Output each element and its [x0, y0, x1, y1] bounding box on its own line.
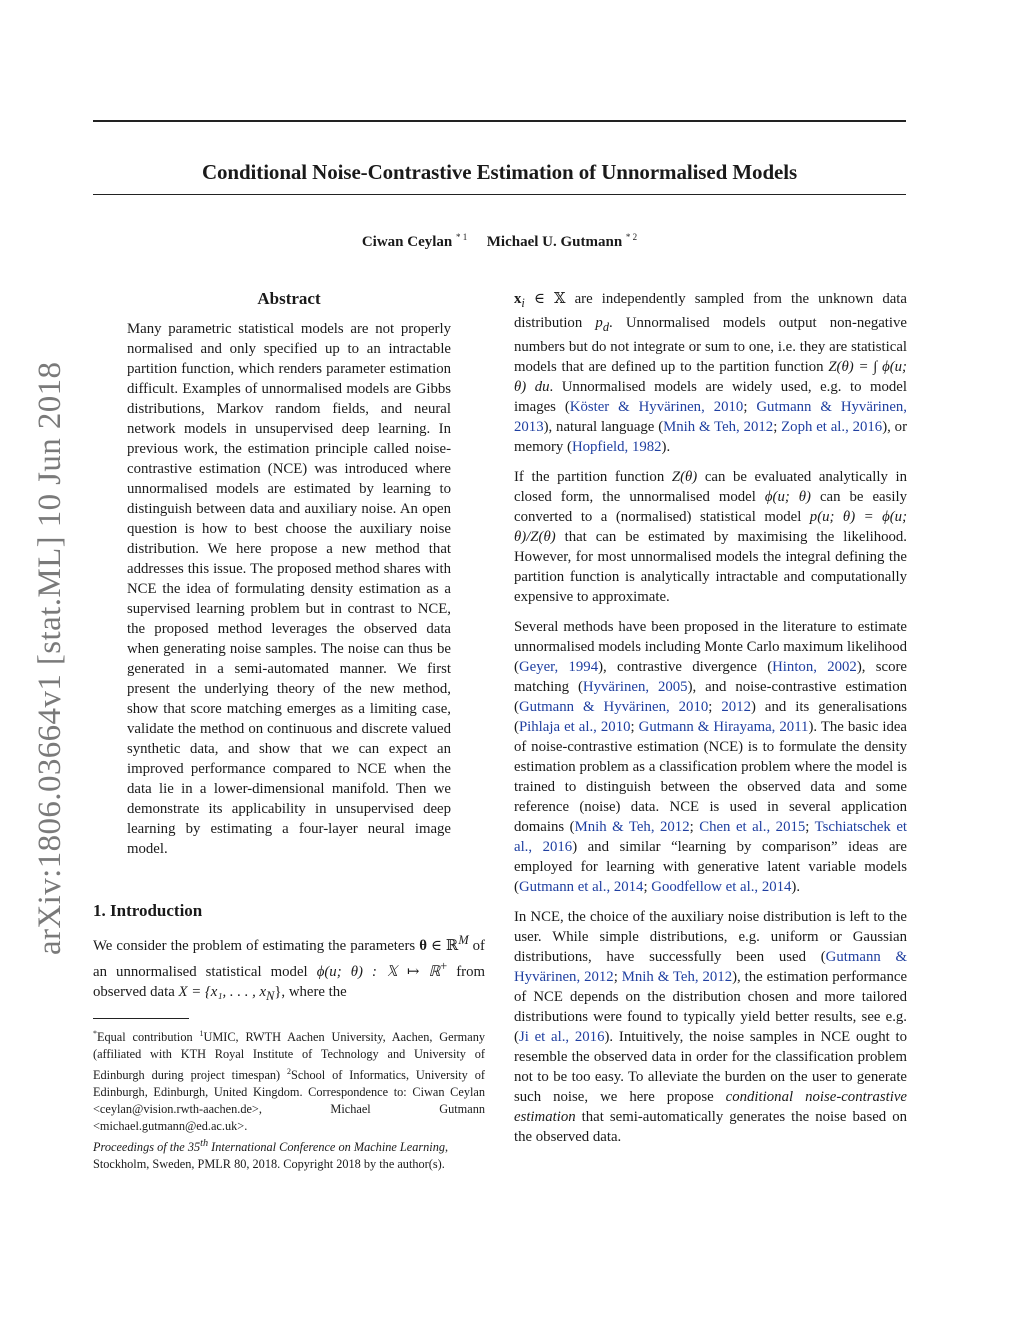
- intro-paragraph: We consider the problem of estimating the parameters θ ∈ ℝ$^M$ of an unnormalised statistical model ϕ(u; θ) : 𝕏 ↦ ℝ+ from observed data X = {x₁, . . . , $x_N$}, where the: [93, 933, 485, 1003]
- citation-link[interactable]: Gutmann & Hirayama, 2011: [638, 718, 809, 735]
- proceedings-note: Proceedings of the 35th International Conference on Machine Learning, Stockholm, Sweden, PMLR 80, 2018. Copyright 2018 by the author(s).: [93, 1137, 449, 1172]
- citation-link[interactable]: Köster & Hyvärinen, 2010: [569, 398, 744, 415]
- arxiv-stamp: arXiv:1806.03664v1 [stat.ML] 10 Jun 2018: [32, 361, 68, 955]
- author-list: [93, 232, 906, 251]
- citation-link[interactable]: Goodfellow et al., 2014: [651, 878, 792, 895]
- citation-link[interactable]: Ji et al., 2016: [518, 1028, 605, 1045]
- citation-link[interactable]: Hyvärinen, 2005: [582, 678, 688, 695]
- citation-link[interactable]: Hinton, 2002: [772, 658, 857, 675]
- citation-link[interactable]: Gutmann & Hyvärinen, 2010: [518, 698, 709, 715]
- footnote-rule: [93, 1018, 189, 1019]
- affiliation-footnote: *Equal contribution $^1$UMIC, RWTH Aachen University, Aachen, Germany (affiliated with KTH Royal Institute of Technology and University of Edinburgh during project timespan) $^2$School of Informatics, University of Edinburgh, Edinburgh, United Kingdom. Correspondence to: Ciwan Ceylan <ceylan@vision.rwth-aachen.de>, Michael Gutmann <michael.gutmann@ed.ac.uk>.: [93, 1028, 485, 1133]
- citation-link[interactable]: Gutmann & Hyvärinen, 2012: [514, 948, 907, 985]
- citation-link[interactable]: Mnih & Teh, 2012: [574, 818, 690, 835]
- body-paragraph: If the partition function Z(θ) can be evaluated analytically in closed form, the unnormalised model ϕ(u; θ) can be easily converted to a (normalised) statistical model p(u; θ) = ϕ(u; θ)/Z(θ) that can be estimated by maximising the likelihood. However, for most unnormalised models the integral defining the partition function is analytically intractable and computationally expensive to approximate.: [514, 468, 907, 605]
- abstract-heading: Abstract: [257, 289, 321, 308]
- paper-title: Conditional Noise-Contrastive Estimation of Unnormalised Models: [201, 160, 798, 185]
- citation-link[interactable]: Gutmann & Hyvärinen, 2013: [514, 398, 907, 435]
- citation-link[interactable]: Chen et al., 2015: [699, 818, 806, 835]
- citation-link[interactable]: Zoph et al., 2016: [781, 418, 883, 435]
- title-bottom-rule: [93, 194, 906, 195]
- right-column: [514, 289, 907, 1157]
- abstract-text: Many parametric statistical models are not properly normalised and only specified up to an intractable partition function, which renders parameter estimation difficult. Examples of unnormalised models are Gibbs distributions, Markov random fields, and neural network models in unsupervised deep learning. In previous work, the estimation principle called noise-contrastive estimation (NCE) was introduced where unnormalised models are estimated by learning to distinguish between data and auxiliary noise. An open question is how to best choose the auxiliary noise distribution. We here propose a new method that addresses this issue. The proposed method shares with NCE the idea of formulating density estimation as a supervised learning problem but in contrast to NCE, the proposed method leverages the observed data when generating noise samples. The noise can thus be generated in a semi-automated manner. We first present the underlying theory of the new method, show that score matching emerges as a limiting case, validate the method on continuous and discrete valued synthetic data, and show that we can expect an improved performance compared to NCE when the data lie in a lower-dimensional manifold. Then we demonstrate its applicability in unsupervised deep learning by estimating a four-layer neural image model.: [127, 321, 451, 857]
- section-heading-introduction: 1. Introduction: [93, 901, 203, 920]
- author-name: Michael U. Gutmann: [486, 234, 623, 250]
- citation-link[interactable]: Gutmann et al., 2014: [518, 878, 644, 895]
- author-affiliation-marks: * 2: [625, 232, 638, 242]
- body-paragraph: $x_i$ ∈ 𝕏 are independently sampled from the unknown data distribution $p_d$. Unnormalised models output non-negative numbers but do not integrate or sum to one, i.e. they are statistical models that are defined up to the partition function Z(θ) = ∫ ϕ(u; θ) du. Unnormalised models are widely used, e.g. to model images (Köster & Hyvärinen, 2010; Gutmann & Hyvärinen, 2013), natural language (Mnih & Teh, 2012; Zoph et al., 2016), or memory (Hopfield, 1982).: [514, 291, 907, 455]
- citation-link[interactable]: Pihlaja et al., 2010: [518, 718, 631, 735]
- citation-link[interactable]: Hopfield, 1982: [571, 438, 662, 455]
- left-column: [93, 288, 485, 1173]
- citation-link[interactable]: Mnih & Teh, 2012: [663, 418, 774, 435]
- body-paragraph: In NCE, the choice of the auxiliary noise distribution is left to the user. While simple distributions, e.g. uniform or Gaussian distributions, have successfully been used (Gutmann & Hyvärinen, 2012; Mnih & Teh, 2012), the estimation performance of NCE depends on the distribution chosen and more tailored distributions were found to typically yield better results, see e.g. (Ji et al., 2016). Intuitively, the noise samples in NCE ought to resemble the observed data in order for the classification problem not to be too easy. To alleviate the burden on the user to generate such noise, we here propose conditional noise-contrastive estimation that semi-automatically generates the noise based on the observed data.: [514, 908, 908, 1145]
- citation-link[interactable]: Mnih & Teh, 2012: [621, 968, 733, 985]
- citation-link[interactable]: Tschiatschek et al., 2016: [514, 818, 908, 855]
- author-name: Ciwan Ceylan: [361, 234, 453, 250]
- citation-link[interactable]: Geyer, 1994: [518, 658, 599, 675]
- citation-link[interactable]: 2012: [721, 698, 751, 715]
- author-affiliation-marks: * 1: [456, 232, 468, 242]
- top-rule: [93, 120, 906, 122]
- body-paragraph: Several methods have been proposed in the literature to estimate unnormalised models including Monte Carlo maximum likelihood (Geyer, 1994), contrastive divergence (Hinton, 2002), score matching (Hyvärinen, 2005), and noise-contrastive estimation (Gutmann & Hyvärinen, 2010; 2012) and its generalisations (Pihlaja et al., 2010; Gutmann & Hirayama, 2011). The basic idea of noise-contrastive estimation (NCE) is to formulate the density estimation problem as a classification problem where the model is trained to distinguish between the observed data and some reference (noise) data. NCE is used in several application domains (Mnih & Teh, 2012; Chen et al., 2015; Tschiatschek et al., 2016) and similar “learning by comparison” ideas are employed for learning with generative latent variable models (Gutmann et al., 2014; Goodfellow et al., 2014).: [514, 618, 908, 895]
